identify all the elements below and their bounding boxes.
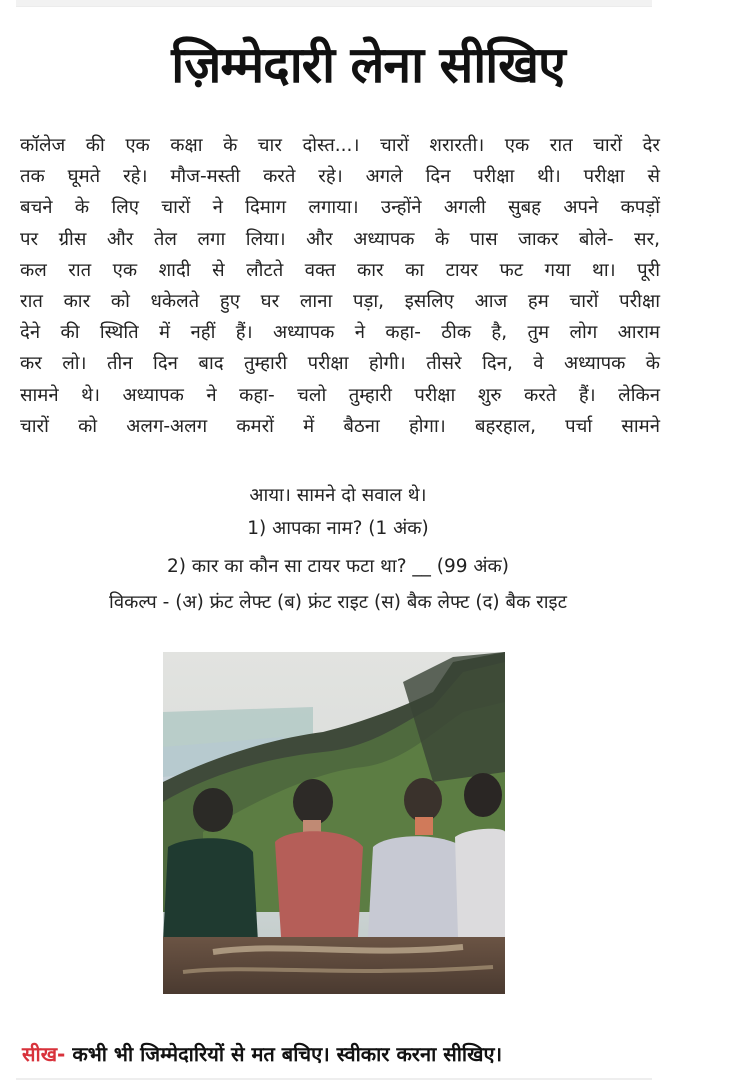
story-line: कल रात एक शादी से लौटते वक्त कार का टायर फट गया था। पूरी [20,259,660,281]
story-line: देने की स्थिति में नहीं हैं। अध्यापक ने कहा- ठीक है, तुम लोग आराम [20,322,660,344]
story-line: रात कार को धकेलते हुए घर लाना पड़ा, इसलिए आज हम चारों परीक्षा [20,291,660,313]
moral-label: सीख- [22,1042,66,1066]
friends-photo [163,652,505,994]
story-line: पर ग्रीस और तेल लगा लिया। और अध्यापक के पास जाकर बोले- सर, [20,228,660,250]
answer-options: विकल्प - (अ) फ्रंट लेफ्ट (ब) फ्रंट राइट (स) बैक लेफ्ट (द) बैक राइट [109,592,567,613]
story-line: बचने के लिए चारों ने दिमाग लगाया। उन्होंने अगली सुबह अपने कपड़ों [20,197,660,219]
story-line: कर लो। तीन दिन बाद तुम्हारी परीक्षा होगी। तीसरे दिन, वे अध्यापक के [20,353,660,375]
headline: ज़िम्मेदारी लेना सीखिए [171,36,565,94]
story-line: सामने थे। अध्यापक ने कहा- चलो तुम्हारी परीक्षा शुरु करते हैं। लेकिन [20,384,660,406]
story-line: कॉलेज की एक कक्षा के चार दोस्त...। चारों शरारती। एक रात चारों देर [20,135,660,156]
question-2: 2) कार का कौन सा टायर फटा था? __ (99 अंक) [167,556,509,577]
story-line: चारों को अलग-अलग कमरों में बैठना होगा। बहरहाल, पर्चा सामने [20,415,660,437]
top-divider [16,0,652,7]
story-line-centered: आया। सामने दो सवाल थे। [249,485,427,506]
friends-photo-illustration [163,652,505,994]
question-1: 1) आपका नाम? (1 अंक) [247,518,429,539]
bottom-divider [16,1078,652,1080]
moral-text: कभी भी जिम्मेदारियों से मत बचिए। स्वीकार करना सीखिए। [65,1042,503,1066]
story-line: तक घूमते रहे। मौज-मस्ती करते रहे। अगले दिन परीक्षा थी। परीक्षा से [20,166,660,188]
story-body [20,130,660,442]
moral-lesson [22,1040,502,1067]
